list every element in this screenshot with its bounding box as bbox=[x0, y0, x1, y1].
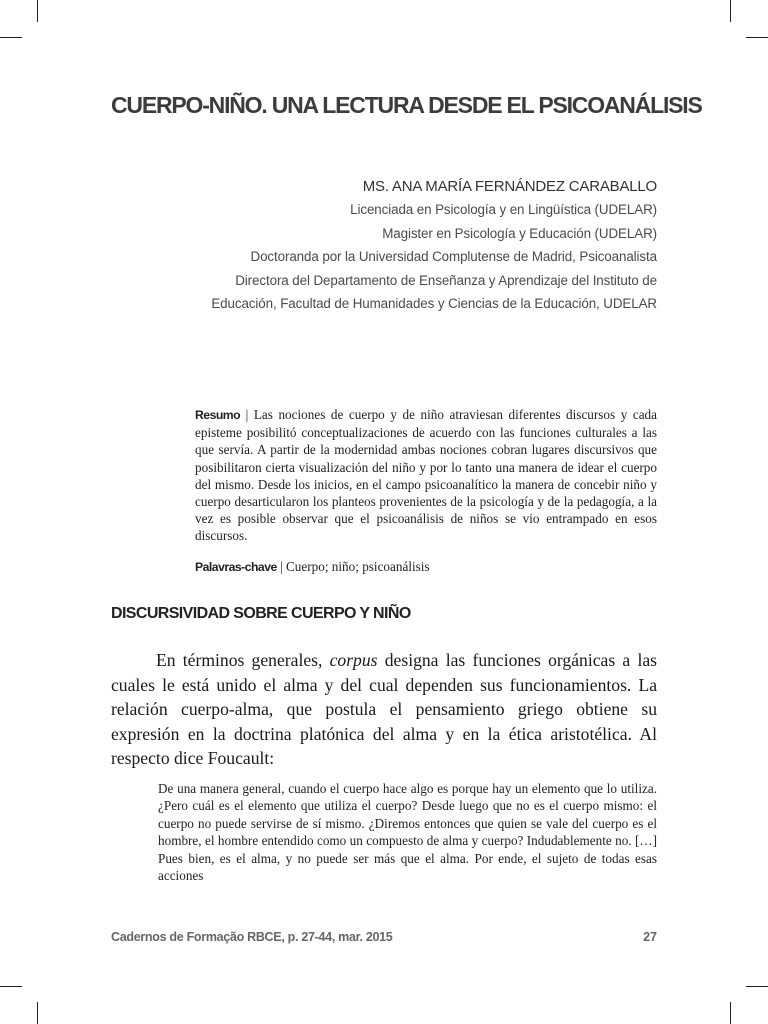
keywords-label: Palavras-chave bbox=[195, 560, 277, 574]
keywords-text: Cuerpo; niño; psicoanálisis bbox=[286, 559, 430, 574]
footer-citation: Cadernos de Formação RBCE, p. 27-44, mar. 2015 bbox=[111, 930, 393, 944]
crop-mark-top-right-h bbox=[746, 37, 768, 38]
crop-mark-bottom-left bbox=[37, 1002, 38, 1024]
abstract-label: Resumo bbox=[195, 408, 241, 422]
crop-mark-top-right bbox=[730, 0, 731, 22]
author-affiliation: Doctoranda por la Universidad Complutense de Madrid, Psicoanalista bbox=[250, 249, 657, 264]
body-text-start: En términos generales, bbox=[156, 650, 330, 670]
author-affiliation: Magister en Psicología y Educación (UDELAR) bbox=[382, 225, 657, 241]
body-text-end: designa las funciones orgánicas a las cuales le está unido el alma y del cual dependen sus funcionamientos. La relación cuerpo-alma, que postula el pensamiento griego obtiene su expresión en la doctrina platónica del alma y en la ética aristotélica. Al respecto dice Foucault: bbox=[111, 650, 657, 769]
crop-mark-bottom-right-h bbox=[746, 986, 768, 987]
body-paragraph bbox=[111, 648, 657, 771]
crop-mark-top-left-h bbox=[0, 37, 22, 38]
abstract-separator: | bbox=[240, 407, 254, 422]
crop-mark-bottom-left-h bbox=[0, 986, 22, 987]
author-affiliation: Educación, Facultad de Humanidades y Ciencias de la Educación, UDELAR bbox=[211, 296, 657, 311]
body-emphasis: corpus bbox=[329, 650, 378, 670]
article-title: CUERPO-NIÑO. UNA LECTURA DESDE EL PSICOANÁLISIS bbox=[111, 92, 702, 118]
author-affiliation: Directora del Departamento de Enseñanza y Aprendizaje del Instituto de bbox=[235, 272, 657, 288]
abstract bbox=[195, 406, 657, 545]
author-block bbox=[137, 176, 657, 316]
block-quote: De una manera general, cuando el cuerpo hace algo es porque hay un elemento que lo utiliza. ¿Pero cuál es el elemento que utiliza el cuerpo? Desde luego que no es el cuerpo mismo: el cuerpo no puede servirse de sí mismo. ¿Diremos entonces que quien se vale del cuerpo es el hombre, el hombre entendido como un compuesto de alma y cuerpo? Indudablemente no. […] Pues bien, es el alma, y no puede ser más que el alma. Por ende, el sujeto de todas esas acciones bbox=[158, 781, 657, 884]
keywords-separator: | bbox=[276, 559, 286, 574]
section-heading: DISCURSIVIDAD SOBRE CUERPO Y NIÑO bbox=[111, 605, 411, 622]
abstract-text: Las nociones de cuerpo y de niño atraviesan diferentes discursos y cada episteme posibilitó conceptualizaciones de acuerdo con las funciones culturales a las que servía. A partir de la modernidad ambas nociones cobran lugares discursivos que posibilitaron cierta visualización del niño y por lo tanto una manera de idear el cuerpo del mismo. Desde los inicios, en el campo psicoanalítico la manera de concebir niño y cuerpo desarticularon los planteos provenientes de la psicología y de la pedagogía, a la vez es posible observar que el psicoanálisis de niños se vio entrampado en esos discursos. bbox=[195, 407, 657, 544]
crop-mark-top-left bbox=[37, 0, 38, 22]
page-number: 27 bbox=[643, 930, 657, 944]
keywords bbox=[195, 558, 657, 576]
author-name: MS. ANA MARÍA FERNÁNDEZ CARABALLO bbox=[362, 178, 657, 195]
author-affiliation: Licenciada en Psicología y en Lingüística (UDELAR) bbox=[350, 202, 657, 217]
crop-mark-bottom-right bbox=[730, 1002, 731, 1024]
